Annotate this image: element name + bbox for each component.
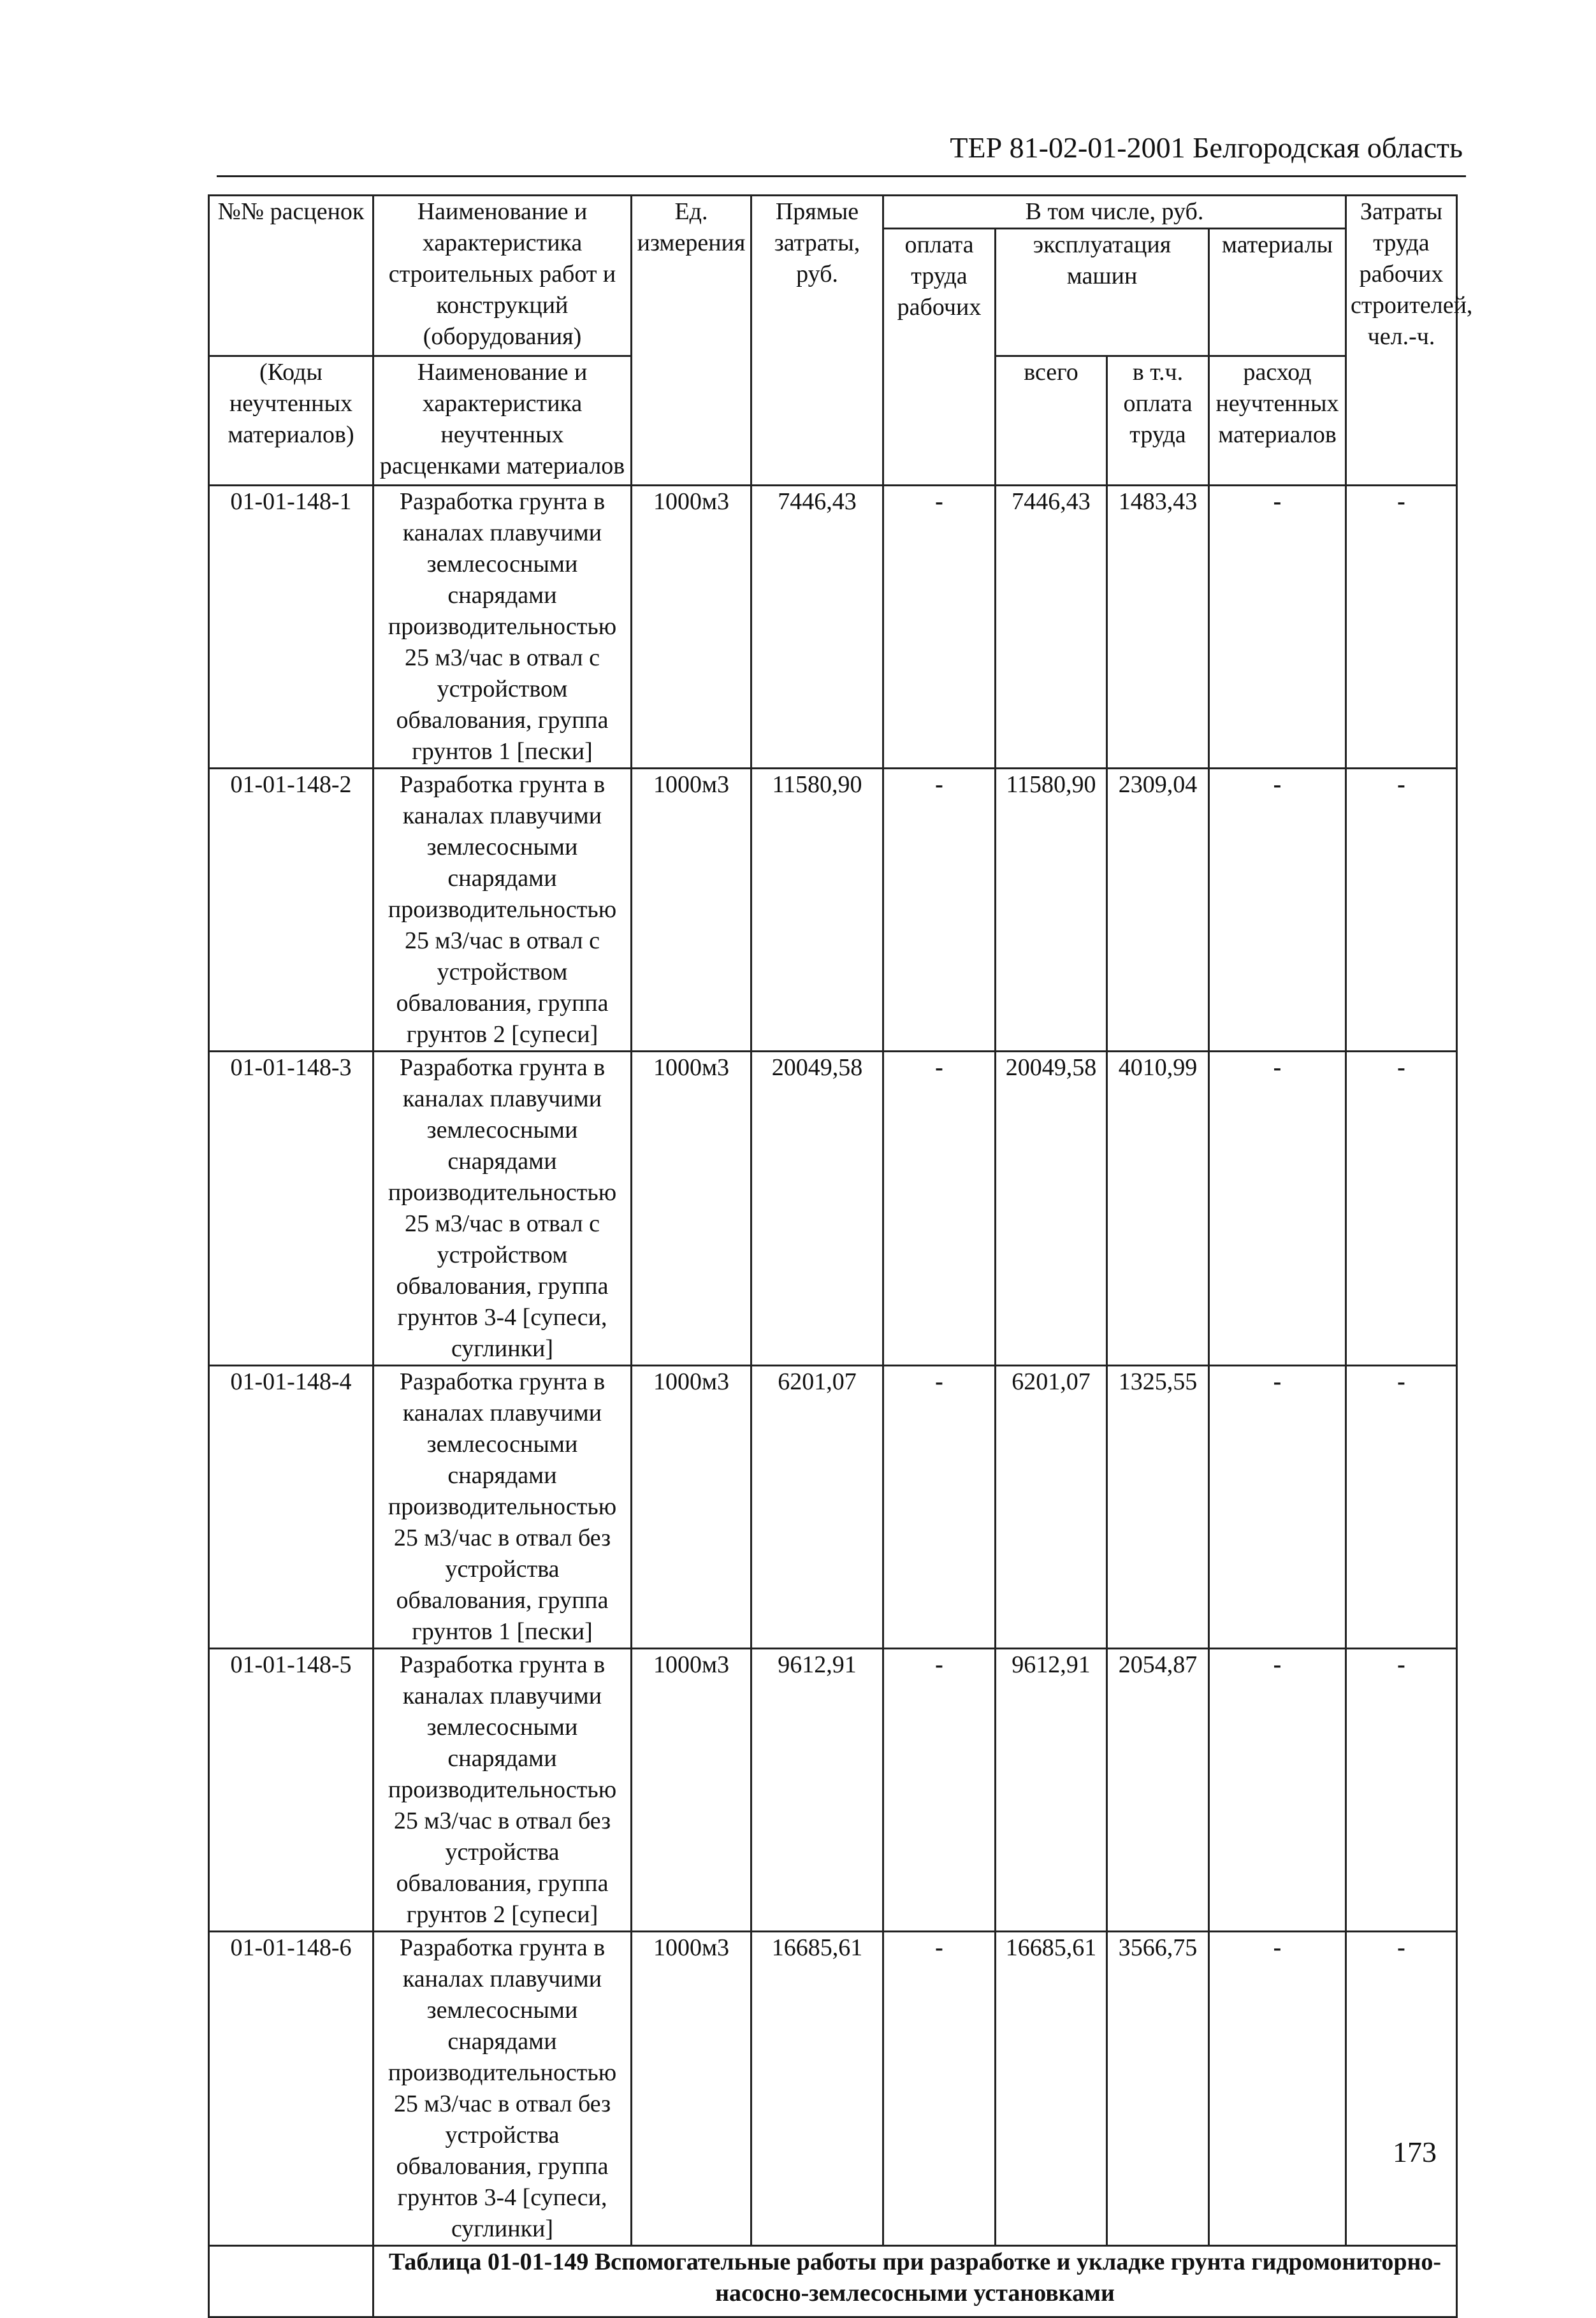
machines-wages: 3566,75 (1107, 1932, 1209, 2246)
rate-code: 01-01-148-4 (209, 1366, 374, 1649)
wages: - (883, 486, 996, 769)
header-labor-costs: Затраты труда рабочих строителей, чел.-ч. (1346, 196, 1457, 486)
materials: - (1209, 1366, 1346, 1649)
machines-total: 7446,43 (996, 486, 1107, 769)
machines-wages: 1483,43 (1107, 486, 1209, 769)
direct-costs: 16685,61 (751, 1932, 883, 2246)
header-unaccounted-codes: (Коды неучтенных материалов) (209, 356, 374, 486)
wages: - (883, 1366, 996, 1649)
unit: 1000м3 (632, 1366, 751, 1649)
table-row (209, 1366, 1457, 1649)
table-caption-row (209, 2246, 1457, 2317)
rate-code: 01-01-148-5 (209, 1649, 374, 1932)
direct-costs: 7446,43 (751, 486, 883, 769)
direct-costs: 11580,90 (751, 769, 883, 1052)
machines-total: 6201,07 (996, 1366, 1107, 1649)
document-header: ТЕР 81-02-01-2001 Белгородская область (950, 131, 1463, 164)
rate-code: 01-01-148-3 (209, 1052, 374, 1366)
materials: - (1209, 1649, 1346, 1932)
wages: - (883, 1932, 996, 2246)
unit: 1000м3 (632, 1932, 751, 2246)
header-row-1 (209, 196, 1457, 229)
machines-total: 11580,90 (996, 769, 1107, 1052)
table-row (209, 1052, 1457, 1366)
header-materials: материалы (1209, 229, 1346, 356)
machines-wages: 2054,87 (1107, 1649, 1209, 1932)
header-unaccounted-name: Наименование и характеристика неучтенных расценками материалов (374, 356, 632, 486)
table-row (209, 769, 1457, 1052)
labor-costs: - (1346, 1052, 1457, 1366)
rates-table (208, 194, 1473, 2318)
header-direct-costs: Прямые затраты, руб. (751, 196, 883, 486)
work-description: Разработка грунта в каналах плавучими землесосными снарядами производительностью 25 м3/час в отвал без устройства обвалования, группа грунтов 3-4 [супеси, суглинки] (374, 1932, 632, 2246)
unit: 1000м3 (632, 486, 751, 769)
work-description: Разработка грунта в каналах плавучими землесосными снарядами производительностью 25 м3/час в отвал с устройством обвалования, группа грунтов 2 [супеси] (374, 769, 632, 1052)
work-description: Разработка грунта в каналах плавучими землесосными снарядами производительностью 25 м3/час в отвал без устройства обвалования, группа грунтов 2 [супеси] (374, 1649, 632, 1932)
page-number: 173 (1393, 2136, 1437, 2168)
unit: 1000м3 (632, 1052, 751, 1366)
labor-costs: - (1346, 486, 1457, 769)
work-description: Разработка грунта в каналах плавучими землесосными снарядами производительностью 25 м3/час в отвал без устройства обвалования, группа грунтов 1 [пески] (374, 1366, 632, 1649)
header-machines: эксплуатация машин (996, 229, 1209, 356)
header-rule (217, 175, 1466, 177)
table-row (209, 1932, 1457, 2246)
header-unaccounted-materials: расход неучтенных материалов (1209, 356, 1346, 486)
labor-costs: - (1346, 1932, 1457, 2246)
machines-wages: 1325,55 (1107, 1366, 1209, 1649)
header-including: В том числе, руб. (883, 196, 1346, 229)
labor-costs: - (1346, 1366, 1457, 1649)
caption-empty-cell (209, 2246, 374, 2317)
machines-wages: 4010,99 (1107, 1052, 1209, 1366)
table-caption: Таблица 01-01-149 Вспомогательные работы при разработке и укладке грунта гидромониторно-насосно-землесосными установками (374, 2246, 1457, 2317)
header-unit: Ед. измерения (632, 196, 751, 486)
materials: - (1209, 486, 1346, 769)
machines-wages: 2309,04 (1107, 769, 1209, 1052)
rate-code: 01-01-148-1 (209, 486, 374, 769)
wages: - (883, 1649, 996, 1932)
table-row (209, 486, 1457, 769)
work-description: Разработка грунта в каналах плавучими землесосными снарядами производительностью 25 м3/час в отвал с устройством обвалования, группа грунтов 3-4 [супеси, суглинки] (374, 1052, 632, 1366)
work-description: Разработка грунта в каналах плавучими землесосными снарядами производительностью 25 м3/час в отвал с устройством обвалования, группа грунтов 1 [пески] (374, 486, 632, 769)
materials: - (1209, 769, 1346, 1052)
header-machines-wages: в т.ч. оплата труда (1107, 356, 1209, 486)
direct-costs: 20049,58 (751, 1052, 883, 1366)
rate-code: 01-01-148-6 (209, 1932, 374, 2246)
unit: 1000м3 (632, 769, 751, 1052)
header-machines-total: всего (996, 356, 1107, 486)
labor-costs: - (1346, 1649, 1457, 1932)
direct-costs: 9612,91 (751, 1649, 883, 1932)
labor-costs: - (1346, 769, 1457, 1052)
wages: - (883, 1052, 996, 1366)
rate-code: 01-01-148-2 (209, 769, 374, 1052)
direct-costs: 6201,07 (751, 1366, 883, 1649)
header-wages: оплата труда рабочих (883, 229, 996, 486)
machines-total: 16685,61 (996, 1932, 1107, 2246)
wages: - (883, 769, 996, 1052)
materials: - (1209, 1052, 1346, 1366)
header-name: Наименование и характеристика строительных работ и конструкций (оборудования) (374, 196, 632, 356)
machines-total: 20049,58 (996, 1052, 1107, 1366)
materials: - (1209, 1932, 1346, 2246)
machines-total: 9612,91 (996, 1649, 1107, 1932)
table-row (209, 1649, 1457, 1932)
header-code: №№ расценок (209, 196, 374, 356)
unit: 1000м3 (632, 1649, 751, 1932)
